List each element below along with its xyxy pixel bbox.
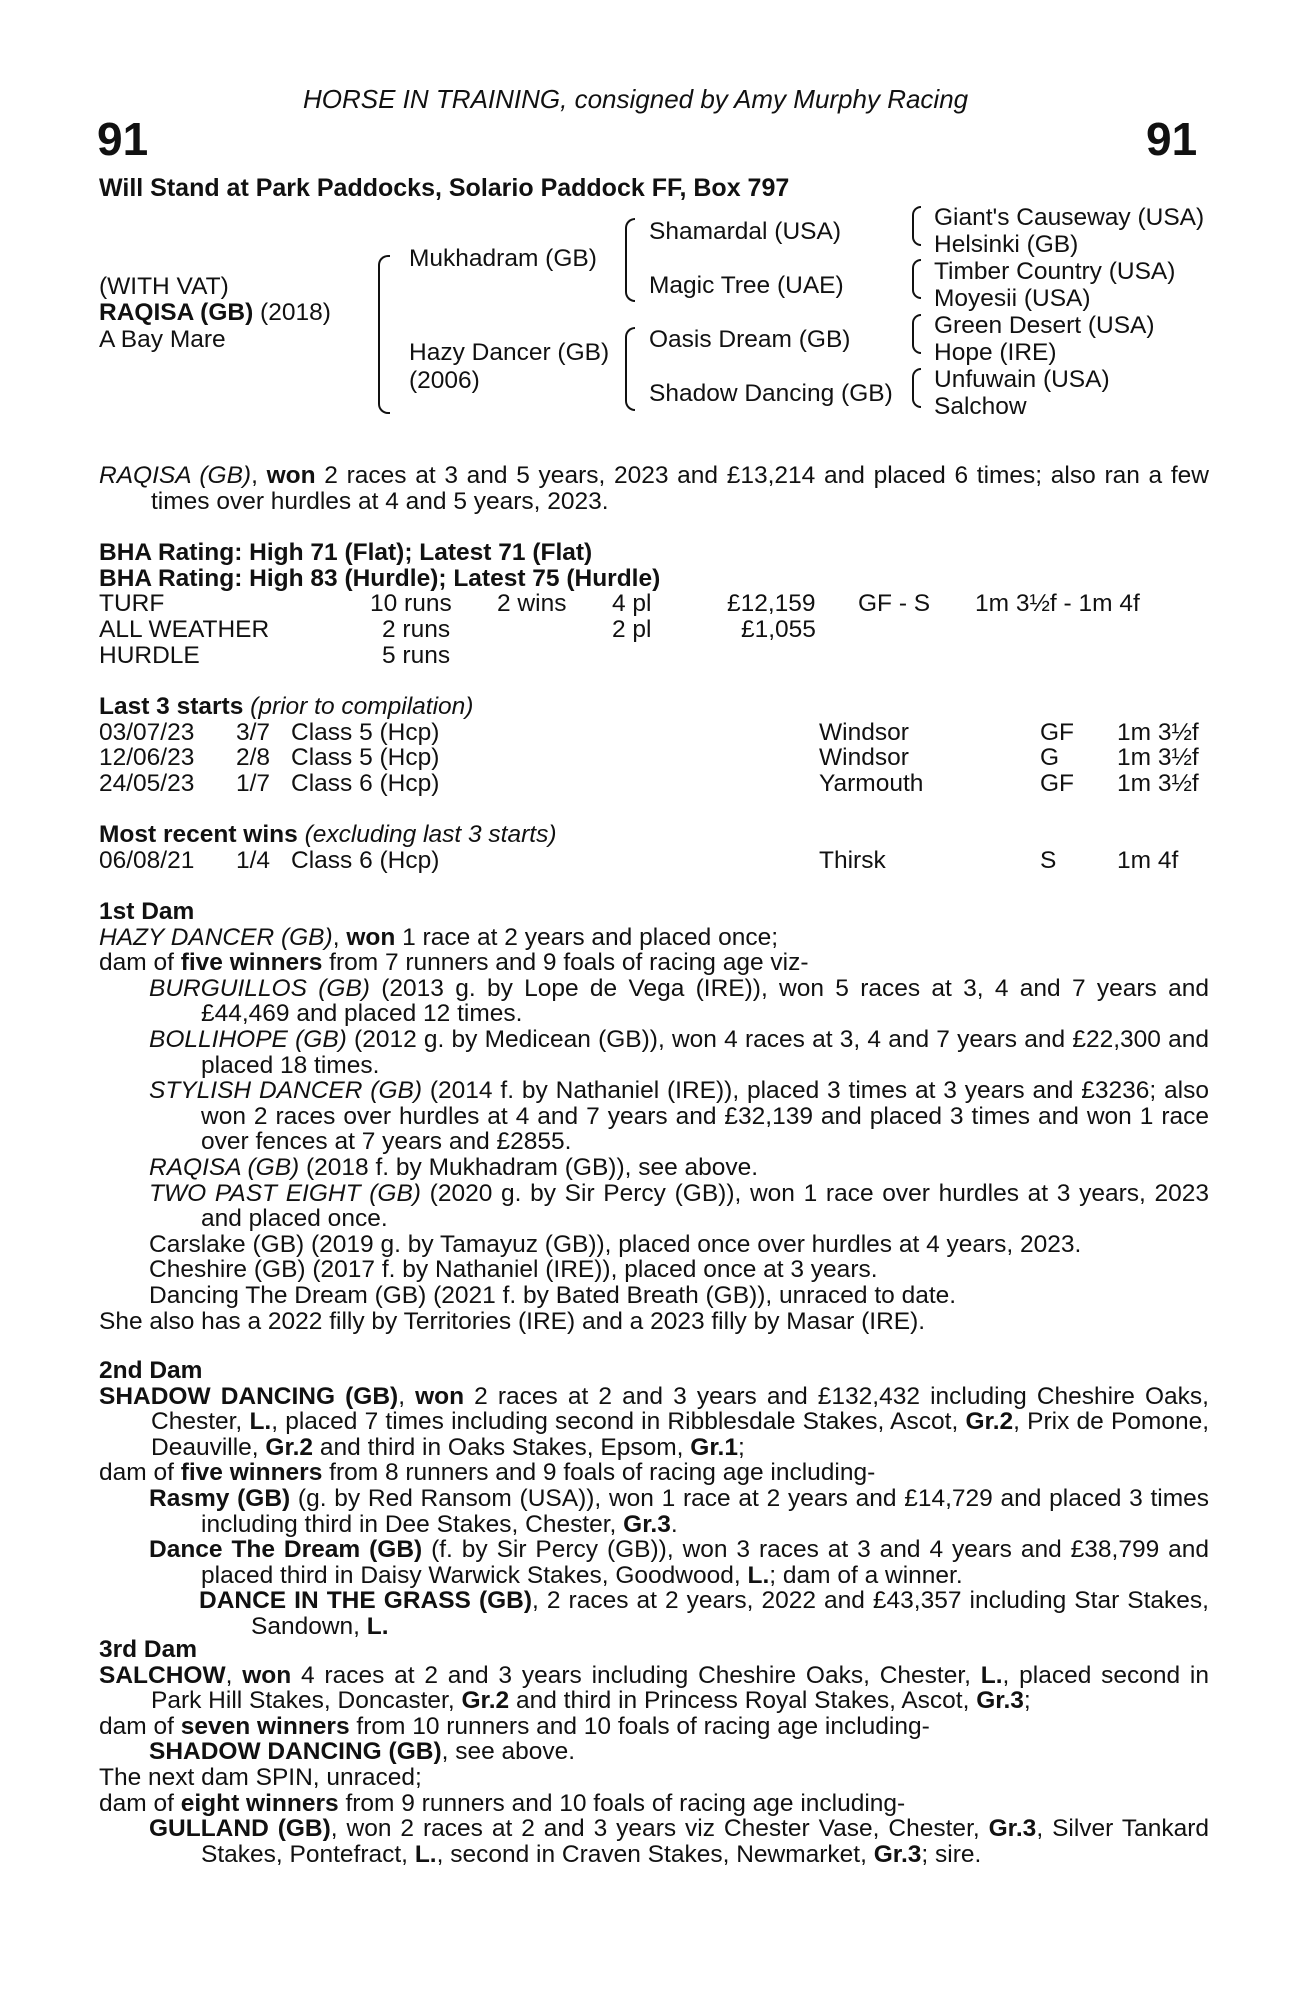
progeny-entry: Carslake (GB) (2019 g. by Tamayuz (GB)), placed once over hurdles at 4 years, 2023.: [149, 1230, 1082, 1258]
win-position: 1/4: [236, 847, 271, 874]
pedigree-brace-dam: [625, 327, 635, 411]
start-position: 1/7: [236, 770, 271, 797]
record-money: £1,055: [741, 616, 816, 643]
progeny-record: (2013 g. by Lope de Vega (IRE)), won 5 races at 3, 4 and 7 years and £44,469 and placed 12 times.: [201, 974, 1209, 1028]
third-dam-heading: 3rd Dam: [99, 1636, 198, 1663]
record-placed: 2 pl: [612, 616, 652, 643]
winners-count: five winners: [180, 949, 323, 977]
progeny-name: STYLISH DANCER (GB): [149, 1077, 423, 1105]
third-dam-section: 3rd Dam SALCHOW, won 4 races at 2 and 3 years including Cheshire Oaks, Chester, L., placed second in Park Hill Stakes, Doncaster, Gr.2 and third in Princess Royal Stakes, Ascot, Gr.3; dam of seven winners from 10 runners and 10 foals of racing age including- SHADOW DANCING (GB), see above.: [99, 1636, 1209, 1766]
group-label: Gr.3: [623, 1510, 671, 1538]
summary-won: won: [266, 462, 316, 489]
fourth-dam-section: [99, 1765, 1209, 1867]
dam-name: HAZY DANCER (GB): [99, 923, 333, 951]
progeny-record: (2014 f. by Nathaniel (IRE)), placed 3 times at 3 years and £3236; also won 2 races over hurdles at 4 and 7 years and £32,139 and placed 3 times and won 1 race over fences at 7 years and £2855.: [201, 1077, 1209, 1156]
record-surface: ALL WEATHER: [99, 616, 270, 643]
progeny-entry: Dancing The Dream (GB) (2021 f. by Bated Breath (GB)), unraced to date.: [149, 1281, 957, 1309]
pedigree-brace-ds: [912, 314, 921, 354]
text: 4 races at 2 and 3 years including Cheshire Oaks, Chester,: [291, 1661, 981, 1689]
text: ; dam of a winner.: [769, 1561, 963, 1589]
text: dam of: [99, 1789, 181, 1817]
second-dam-heading: 2nd Dam: [99, 1357, 203, 1384]
win-course: Thirsk: [819, 847, 886, 874]
text: and third in Oaks Stakes, Epsom,: [313, 1433, 691, 1461]
progeny-record: , 2 races at 2 years, 2022 and £43,357 including Star Stakes, Sandown,: [251, 1587, 1209, 1640]
text: , placed second in Park Hill Stakes, Doncaster,: [151, 1661, 1209, 1715]
pedigree-dam-year: (2006): [409, 367, 480, 394]
text: dam of: [99, 1712, 181, 1740]
bha-rating-hurdle: BHA Rating: High 83 (Hurdle); Latest 75 (Hurdle): [99, 565, 661, 592]
last3-note: (prior to compilation): [243, 693, 474, 720]
text: ;: [737, 1433, 745, 1461]
lot-number-right: 91: [1146, 113, 1198, 165]
lot-number-left: 91: [97, 113, 149, 165]
text: dam of: [99, 949, 181, 977]
start-position: 2/8: [236, 744, 271, 771]
start-going: GF: [1040, 770, 1075, 797]
next-dam-line: The next dam SPIN, unraced;: [99, 1764, 422, 1791]
recent-note: (excluding last 3 starts): [297, 821, 557, 848]
start-race: Class 5 (Hcp): [291, 719, 440, 746]
text: , won 2 races at 2 and 3 years viz Chester Vase, Chester,: [330, 1815, 989, 1843]
progeny-record: (f. by Sir Percy (GB)), won 3 races at 3 and 4 years and £38,799 and placed third in Daisy Warwick Stakes, Goodwood,: [201, 1536, 1209, 1589]
progeny-name: BOLLIHOPE (GB): [149, 1025, 347, 1053]
dam-name: SALCHOW: [99, 1661, 226, 1689]
start-date: 12/06/23: [99, 744, 195, 771]
progeny-entry: Cheshire (GB) (2017 f. by Nathaniel (IRE)), placed once at 3 years.: [149, 1256, 878, 1284]
pedigree-brace-sd: [912, 259, 921, 299]
pedigree-ddd: Salchow: [934, 393, 1027, 420]
winners-count: seven winners: [180, 1712, 350, 1740]
start-distance: 1m 3½f: [1117, 744, 1199, 771]
record-money: £12,159: [727, 590, 816, 617]
pedigree-sire-sire: Shamardal (USA): [649, 218, 841, 245]
progeny-name: SHADOW DANCING (GB): [149, 1738, 442, 1766]
page-header: HORSE IN TRAINING, consigned by Amy Murphy Racing: [303, 84, 969, 114]
group-label: Gr.2: [265, 1433, 314, 1461]
start-distance: 1m 3½f: [1117, 719, 1199, 746]
record-distance: 1m 3½f - 1m 4f: [975, 590, 1140, 617]
bha-rating-flat: BHA Rating: High 71 (Flat); Latest 71 (Flat): [99, 539, 593, 566]
pedigree-sire-dam: Magic Tree (UAE): [649, 272, 844, 299]
pedigree-brace-ss: [912, 206, 921, 246]
text: from 8 runners and 9 foals of racing age including-: [322, 1459, 876, 1487]
record-wins: 2 wins: [497, 590, 567, 617]
won-label: won: [415, 1382, 465, 1410]
record-going: GF - S: [858, 590, 931, 617]
horse-description: A Bay Mare: [99, 326, 226, 353]
pedigree-dds: Unfuwain (USA): [934, 366, 1110, 393]
recent-heading: [99, 822, 556, 848]
win-race: Class 6 (Hcp): [291, 847, 440, 874]
pedigree-dss: Green Desert (USA): [934, 312, 1155, 339]
text: ; sire.: [921, 1840, 982, 1868]
progeny-name: BURGUILLOS (GB): [149, 974, 370, 1002]
win-going: S: [1040, 847, 1057, 874]
text: , Prix de Pomone, Deauville,: [151, 1408, 1209, 1461]
text: dam of: [99, 1459, 181, 1487]
start-race: Class 6 (Hcp): [291, 770, 440, 797]
text: from 7 runners and 9 foals of racing age viz-: [322, 949, 809, 977]
group-label: Gr.3: [976, 1687, 1024, 1715]
recent-title: Most recent wins: [99, 821, 298, 848]
group-label: Gr.3: [873, 1840, 922, 1868]
winners-count: five winners: [180, 1459, 323, 1487]
text: 2 races at 2 and 3 years and £132,432 including Cheshire Oaks, Chester,: [151, 1382, 1209, 1436]
summary-horse-name: RAQISA (GB): [99, 462, 252, 489]
won-label: won: [242, 1661, 292, 1689]
record-runs: 5 runs: [382, 642, 451, 669]
text: , second in Craven Stakes, Newmarket,: [436, 1840, 874, 1868]
pedigree-sds: Timber Country (USA): [934, 258, 1176, 285]
pedigree-sire: Mukhadram (GB): [409, 245, 597, 272]
start-course: Windsor: [819, 744, 909, 771]
won-label: won: [346, 923, 396, 951]
listed-label: L.: [366, 1612, 389, 1640]
pedigree-brace-main: [378, 255, 390, 414]
winners-count: eight winners: [180, 1789, 339, 1817]
listed-label: L.: [414, 1840, 437, 1868]
progeny-record: (2012 g. by Medicean (GB)), won 4 races at 3, 4 and 7 years and £22,300 and placed 18 times.: [201, 1025, 1209, 1079]
progeny-name: Dance The Dream (GB): [149, 1536, 423, 1564]
group-label: Gr.2: [965, 1408, 1014, 1436]
listed-label: L.: [980, 1661, 1003, 1689]
pedigree-brace-sire: [625, 218, 635, 302]
start-distance: 1m 3½f: [1117, 770, 1199, 797]
start-race: Class 5 (Hcp): [291, 744, 440, 771]
horse-year: (2018): [253, 299, 331, 326]
pedigree-sss: Giant's Causeway (USA): [934, 204, 1205, 231]
start-position: 3/7: [236, 719, 271, 746]
start-date: 03/07/23: [99, 719, 195, 746]
text: , placed 7 times including second in Ribblesdale Stakes, Ascot,: [271, 1408, 966, 1436]
record-runs: 10 runs: [370, 590, 452, 617]
vat-label: (WITH VAT): [99, 273, 229, 300]
second-dam-section: 2nd Dam SHADOW DANCING (GB), won 2 races at 2 and 3 years and £132,432 including Cheshire Oaks, Chester, L., placed 7 times including second in Ribblesdale Stakes, Ascot, Gr.2, Prix de Pomone, Deauville, Gr.2 and third in Oaks Stakes, Epsom, Gr.1; dam of five winners from 8 runners and 9 foals of racing age including- Rasmy (GB) (g. by Red Ransom (USA)), won 1 race at 2 years and £14,729 and placed 3 times including third in Dee Stakes, Chester, Gr.3. Dance The Dream (GB) (f. by Sir Percy (GB)), won 3 races at 3 and 4 years and £38,799 and placed third in Daisy Warwick Stakes, Goodwood, L.; dam of a winner. DANCE IN THE GRASS (GB), 2 races at 2 years, 2022 and £43,357 including Star Stakes, Sandown, L.: [99, 1357, 1209, 1640]
text: ;: [1023, 1687, 1031, 1715]
horse-name-line: [99, 300, 331, 326]
last3-title: Last 3 starts: [99, 693, 244, 720]
stand-location: Will Stand at Park Paddocks, Solario Paddock FF, Box 797: [99, 174, 790, 202]
start-date: 24/05/23: [99, 770, 195, 797]
progeny-name: RAQISA (GB): [149, 1153, 300, 1181]
start-going: G: [1040, 744, 1060, 771]
pedigree-dam: Hazy Dancer (GB): [409, 339, 610, 366]
progeny-record: (2018 f. by Mukhadram (GB)), see above.: [299, 1153, 759, 1181]
text: , Silver Tankard Stakes, Pontefract,: [201, 1815, 1209, 1868]
dam-note: She also has a 2022 filly by Territories (IRE) and a 2023 filly by Masar (IRE).: [99, 1307, 926, 1335]
first-dam-heading: 1st Dam: [99, 898, 195, 925]
start-course: Windsor: [819, 719, 909, 746]
horse-name: RAQISA (GB): [99, 299, 254, 326]
progeny-name: GULLAND (GB): [149, 1815, 331, 1843]
first-dam-section: 1st Dam HAZY DANCER (GB), won 1 race at 2 years and placed once; dam of five winners from 7 runners and 9 foals of racing age viz- BURGUILLOS (GB) (2013 g. by Lope de Vega (IRE)), won 5 races at 3, 4 and 7 years and £44,469 and placed 12 times. BOLLIHOPE (GB) (2012 g. by Medicean (GB)), won 4 races at 3, 4 and 7 years and £22,300 and placed 18 times. STYLISH DANCER (GB) (2014 f. by Nathaniel (IRE)), placed 3 times at 3 years and £3236; also won 2 races over hurdles at 4 and 7 years and £32,139 and placed 3 times and won 1 race over fences at 7 years and £2855. RAQISA (GB) (2018 f. by Mukhadram (GB)), see above. TWO PAST EIGHT (GB) (2020 g. by Sir Percy (GB)), won 1 race over hurdles at 3 years, 2023 and placed once. Carslake (GB) (2019 g. by Tamayuz (GB)), placed once over hurdles at 4 years, 2023. Cheshire (GB) (2017 f. by Nathaniel (IRE)), placed once at 3 years. Dancing The Dream (GB) (2021 f. by Bated Breath (GB)), unraced to date. She also has a 2022 filly by Territories (IRE) and a 2023 filly by Masar (IRE).: [99, 898, 1209, 1335]
listed-label: L.: [249, 1408, 272, 1436]
win-date: 06/08/21: [99, 847, 195, 874]
progeny-name: DANCE IN THE GRASS (GB): [199, 1587, 533, 1615]
text: from 10 runners and 10 foals of racing age including-: [349, 1712, 930, 1740]
text: .: [670, 1510, 678, 1538]
start-going: GF: [1040, 719, 1075, 746]
pedigree-dam-sire: Oasis Dream (GB): [649, 326, 851, 353]
group-label: Gr.2: [461, 1687, 510, 1715]
text: from 9 runners and 10 foals of racing age including-: [338, 1789, 906, 1817]
start-course: Yarmouth: [819, 770, 924, 797]
pedigree-dam-dam: Shadow Dancing (GB): [649, 380, 893, 407]
record-runs: 2 runs: [382, 616, 451, 643]
group-label: Gr.1: [690, 1433, 738, 1461]
pedigree-ssd: Helsinki (GB): [934, 231, 1079, 258]
progeny-name: Rasmy (GB): [149, 1484, 291, 1512]
listed-label: L.: [747, 1561, 770, 1589]
summary-text: 2 races at 3 and 5 years, 2023 and £13,214 and placed 6 times; also ran a few times over hurdles at 4 and 5 years, 2023.: [151, 462, 1209, 515]
pedigree-sdd: Moyesii (USA): [934, 285, 1091, 312]
pedigree-dsd: Hope (IRE): [934, 339, 1057, 366]
record-placed: 4 pl: [612, 590, 652, 617]
dam-name: SHADOW DANCING (GB): [99, 1382, 399, 1410]
win-distance: 1m 4f: [1117, 847, 1179, 874]
group-label: Gr.3: [988, 1815, 1037, 1843]
dam-record: 1 race at 2 years and placed once;: [395, 923, 779, 951]
progeny-name: TWO PAST EIGHT (GB): [149, 1179, 421, 1207]
last3-heading: [99, 694, 473, 720]
progeny-record: (2020 g. by Sir Percy (GB)), won 1 race over hurdles at 3 years, 2023 and placed once.: [201, 1179, 1209, 1233]
progeny-record: (g. by Red Ransom (USA)), won 1 race at 2 years and £14,729 and placed 3 times including third in Dee Stakes, Chester,: [201, 1484, 1209, 1538]
record-surface: HURDLE: [99, 642, 200, 669]
pedigree-brace-dd: [912, 368, 921, 408]
progeny-record: , see above.: [441, 1738, 576, 1766]
race-summary: RAQISA (GB), won 2 races at 3 and 5 years, 2023 and £13,214 and placed 6 times; also ran a few times over hurdles at 4 and 5 years, 2023.: [99, 462, 1209, 515]
text: and third in Princess Royal Stakes, Ascot,: [509, 1687, 977, 1715]
record-surface: TURF: [99, 590, 165, 617]
